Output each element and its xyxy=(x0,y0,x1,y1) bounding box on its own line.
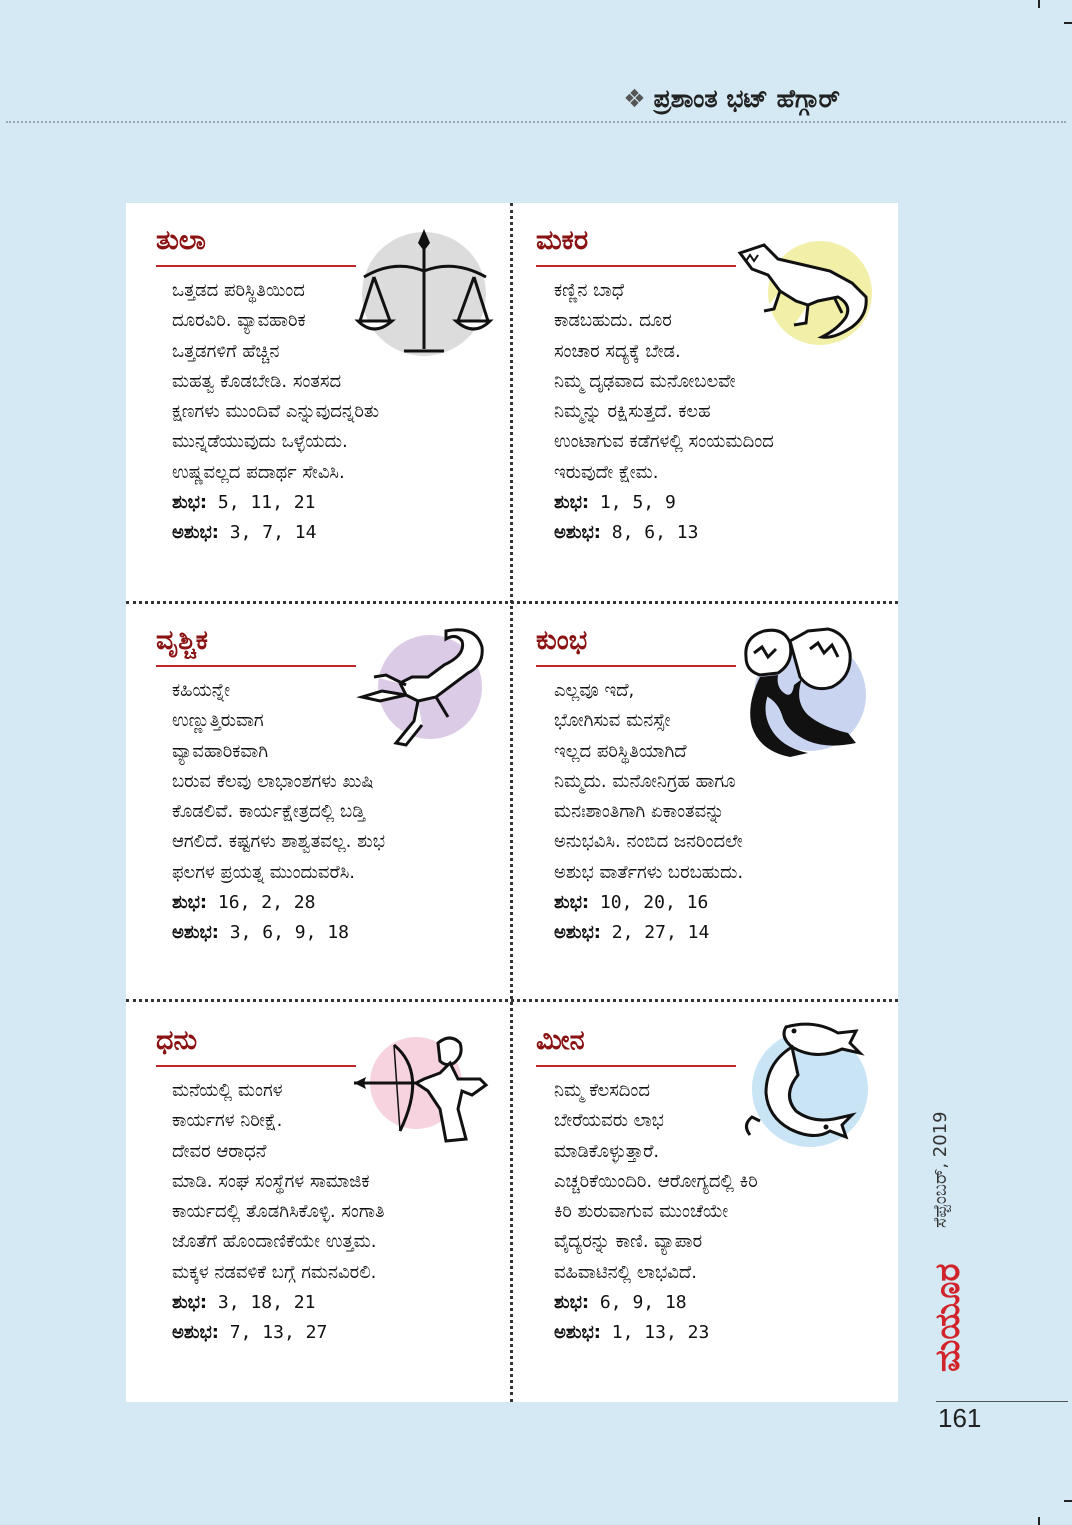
text-line: ನಿಮ್ಮ ದೃಢವಾದ ಮನೋಬಲವೇ xyxy=(554,370,736,392)
text-line: ವ್ಯಾವಹಾರಿಕವಾಗಿ xyxy=(172,740,269,762)
text-line: ಮಾಡಿ. ಸಂಘ ಸಂಸ್ಥೆಗಳ ಸಾಮಾಜಿಕ xyxy=(172,1170,370,1192)
sign-underline xyxy=(536,265,736,267)
text-line: ಉಣ್ಣುತ್ತಿರುವಾಗ xyxy=(172,710,264,732)
unlucky-numbers xyxy=(554,918,743,948)
crop-mark xyxy=(1064,1500,1072,1502)
text-line: ಆಗಲಿದೆ. ಕಷ್ಟಗಳು ಶಾಶ್ವತವಲ್ಲ. ಶುಭ xyxy=(172,831,385,853)
text-line: ಇಲ್ಲದ ಪರಿಸ್ಥಿತಿಯಾಗಿದೆ xyxy=(554,740,687,762)
text-line: ಉಂಟಾಗುವ ಕಡೆಗಳಲ್ಲಿ ಸಂಯಮದಿಂದ xyxy=(554,431,774,453)
unlucky-values: 3, 7, 14 xyxy=(218,522,317,544)
text-line: ಕಾಡಬಹುದು. ದೂರ xyxy=(554,310,672,332)
lucky-numbers xyxy=(172,488,379,518)
lucky-values: 16, 2, 28 xyxy=(207,892,316,914)
text-line: ಮಾಡಿಕೊಳ್ಳುತ್ತಾರೆ. xyxy=(554,1140,660,1162)
lucky-values: 5, 11, 21 xyxy=(207,492,316,514)
unlucky-numbers xyxy=(172,518,379,548)
sign-name: ವೃಶ್ಚಿಕ xyxy=(156,625,208,656)
unlucky-numbers xyxy=(172,918,385,948)
diamond-bullet-icon: ❖ xyxy=(623,84,646,113)
unlucky-values: 8, 6, 13 xyxy=(600,522,699,544)
text-line: ಉಷ್ಣವಲ್ಲದ ಪದಾರ್ಥ ಸೇವಿಸಿ. xyxy=(172,461,345,483)
unlucky-label: ಅಶುಭ: xyxy=(172,922,219,944)
text-line: ಕ್ಷಣಗಳು ಮುಂದಿವೆ ಎನ್ನುವುದನ್ನರಿತು xyxy=(172,401,380,423)
aquarius-pots-icon xyxy=(738,623,868,759)
lucky-label: ಶುಭ: xyxy=(172,1292,208,1314)
sign-text xyxy=(172,276,379,549)
lucky-values: 3, 18, 21 xyxy=(207,1292,316,1314)
text-line: ಬರುವ ಕೆಲವು ಲಾಭಾಂಶಗಳು ಖುಷಿ xyxy=(172,770,374,792)
unlucky-label: ಅಶುಭ: xyxy=(172,522,219,544)
text-line: ಒತ್ತಡದ ಪರಿಸ್ಥಿತಿಯಿಂದ xyxy=(172,280,305,301)
text-line: ಫಲಗಳ ಪ್ರಯತ್ನ ಮುಂದುವರೆಸಿ. xyxy=(172,861,355,883)
text-line: ಎಲ್ಲವೂ ಇದೆ, xyxy=(554,680,635,701)
lucky-label: ಶುಭ: xyxy=(172,492,208,514)
sign-underline xyxy=(536,1065,736,1067)
unlucky-numbers xyxy=(172,1318,384,1348)
text-line: ಮನೆಯಲ್ಲಿ ಮಂಗಳ xyxy=(172,1080,283,1101)
lucky-label: ಶುಭ: xyxy=(554,492,590,514)
page-number: 161 xyxy=(938,1403,982,1433)
sign-card-pisces xyxy=(512,1003,898,1401)
text-line: ಮಹತ್ವ ಕೊಡಬೇಡಿ. ಸಂತಸದ xyxy=(172,370,342,392)
sign-card-sagittarius xyxy=(126,1003,512,1401)
lucky-numbers xyxy=(172,1288,384,1318)
text-line: ಎಚ್ಚರಿಕೆಯಿಂದಿರಿ. ಆರೋಗ್ಯದಲ್ಲಿ ಕಿರಿ xyxy=(554,1170,758,1192)
text-line: ಕಾರ್ಯದಲ್ಲಿ ತೊಡಗಿಸಿಕೊಳ್ಳಿ. ಸಂಗಾತಿ xyxy=(172,1201,385,1223)
text-line: ಭೋಗಿಸುವ ಮನಸ್ಸೇ xyxy=(554,710,671,732)
sign-card-scorpio xyxy=(126,603,512,1001)
sign-underline xyxy=(156,665,356,667)
sign-text xyxy=(172,1076,384,1349)
author-name: ಪ್ರಶಾಂತ ಭಟ್ ಹೆಗ್ಗಾರ್ xyxy=(653,84,840,113)
unlucky-values: 2, 27, 14 xyxy=(600,922,710,944)
text-line: ವೈದ್ಯರನ್ನು ಕಾಣಿ. ವ್ಯಾಪಾರ xyxy=(554,1231,703,1253)
unlucky-label: ಅಶುಭ: xyxy=(172,1322,219,1344)
sign-name: ಧನು xyxy=(156,1025,198,1056)
text-line: ಕಾರ್ಯಗಳ ನಿರೀಕ್ಷೆ. xyxy=(172,1110,283,1132)
masthead-text: ಮಯೂರ xyxy=(928,1263,968,1372)
unlucky-values: 1, 13, 23 xyxy=(600,1322,710,1344)
lucky-values: 10, 20, 16 xyxy=(589,892,709,914)
sign-name: ಕುಂಭ xyxy=(536,625,588,656)
unlucky-numbers xyxy=(554,518,774,548)
sign-card-aquarius xyxy=(512,603,898,1001)
text-line: ನಿಮ್ಮನ್ನು ರಕ್ಷಿಸುತ್ತದೆ. ಕಲಹ xyxy=(554,401,711,423)
pisces-fish-icon xyxy=(738,1017,870,1153)
sign-text xyxy=(554,276,774,549)
crop-mark xyxy=(1038,1517,1040,1525)
sign-card-libra xyxy=(126,203,512,601)
text-line: ನಿಮ್ಮದು. ಮನೋನಿಗ್ರಹ ಹಾಗೂ xyxy=(554,770,736,792)
text-line: ವಹಿವಾಟಿನಲ್ಲಿ ಲಾಭವಿದೆ. xyxy=(554,1261,697,1283)
lucky-numbers xyxy=(554,888,743,918)
text-line: ಮಕ್ಕಳ ನಡವಳಿಕೆ ಬಗ್ಗೆ ಗಮನವಿರಲಿ. xyxy=(172,1261,377,1283)
lucky-numbers xyxy=(554,1288,758,1318)
unlucky-label: ಅಶುಭ: xyxy=(554,922,601,944)
text-line: ಕೊಡಲಿವೆ. ಕಾರ್ಯಕ್ಷೇತ್ರದಲ್ಲಿ ಬಡ್ತಿ xyxy=(172,801,366,823)
text-line: ನಿಮ್ಮ ಕೆಲಸದಿಂದ xyxy=(554,1080,650,1101)
sign-underline xyxy=(536,665,736,667)
sign-name: ಮಕರ xyxy=(536,225,589,256)
text-line: ಅನುಭವಿಸಿ. ನಂಬಿದ ಜನರಿಂದಲೇ xyxy=(554,831,743,853)
lucky-numbers xyxy=(172,888,385,918)
footer-rule xyxy=(936,1401,1068,1402)
lucky-values: 1, 5, 9 xyxy=(589,492,676,514)
text-line: ಅಶುಭ ವಾರ್ತೆಗಳು ಬರಬಹುದು. xyxy=(554,861,744,883)
text-line: ಇರುವುದೇ ಕ್ಷೇಮ. xyxy=(554,461,659,483)
sign-underline xyxy=(156,1065,356,1067)
author-byline xyxy=(623,84,840,114)
text-line: ಮನಃಶಾಂತಿಗಾಗಿ ಏಕಾಂತವನ್ನು xyxy=(554,801,725,823)
lucky-label: ಶುಭ: xyxy=(172,892,208,914)
crop-mark xyxy=(1064,22,1072,24)
sign-text xyxy=(554,676,743,949)
lucky-label: ಶುಭ: xyxy=(554,1292,590,1314)
text-line: ಕಣ್ಣಿನ ಬಾಧೆ xyxy=(554,280,625,301)
sign-underline xyxy=(156,265,356,267)
unlucky-values: 7, 13, 27 xyxy=(218,1322,328,1344)
lucky-label: ಶುಭ: xyxy=(554,892,590,914)
sign-name: ಮೀನ xyxy=(536,1025,585,1056)
lucky-numbers xyxy=(554,488,774,518)
text-line: ಬೇರೆಯವರು ಲಾಭ xyxy=(554,1110,664,1132)
lucky-values: 6, 9, 18 xyxy=(589,1292,687,1314)
text-line: ಕಹಿಯನ್ನೇ xyxy=(172,680,231,701)
text-line: ದೂರವಿರಿ. ವ್ಯಾವಹಾರಿಕ xyxy=(172,310,306,332)
unlucky-label: ಅಶುಭ: xyxy=(554,1322,601,1344)
page-header xyxy=(0,80,1072,120)
text-line: ದೇವರ ಆರಾಧನೆ xyxy=(172,1140,267,1162)
text-line: ಮುನ್ನಡೆಯುವುದು ಒಳ್ಳೆಯದು. xyxy=(172,431,348,453)
sign-card-capricorn xyxy=(512,203,898,601)
text-line: ಕಿರಿ ಶುರುವಾಗುವ ಮುಂಚೆಯೇ xyxy=(554,1201,729,1223)
sign-name: ತುಲಾ xyxy=(156,225,206,256)
unlucky-label: ಅಶುಭ: xyxy=(554,522,601,544)
issue-date-text: ಸೆಪ್ಟೆಂಬರ್, 2019 xyxy=(930,1111,951,1228)
sign-text xyxy=(172,676,385,949)
header-dotted-rule xyxy=(6,121,1066,123)
unlucky-numbers xyxy=(554,1318,758,1348)
unlucky-values: 3, 6, 9, 18 xyxy=(218,922,349,944)
crop-mark xyxy=(1038,0,1040,8)
text-line: ಜೊತೆಗೆ ಹೊಂದಾಣಿಕೆಯೇ ಉತ್ತಮ. xyxy=(172,1231,377,1253)
sign-text xyxy=(554,1076,758,1349)
horoscope-panel xyxy=(126,203,898,1402)
text-line: ಒತ್ತಡಗಳಿಗೆ ಹೆಚ್ಚಿನ xyxy=(172,340,280,362)
text-line: ಸಂಚಾರ ಸದ್ಯಕ್ಕೆ ಬೇಡ. xyxy=(554,340,681,362)
